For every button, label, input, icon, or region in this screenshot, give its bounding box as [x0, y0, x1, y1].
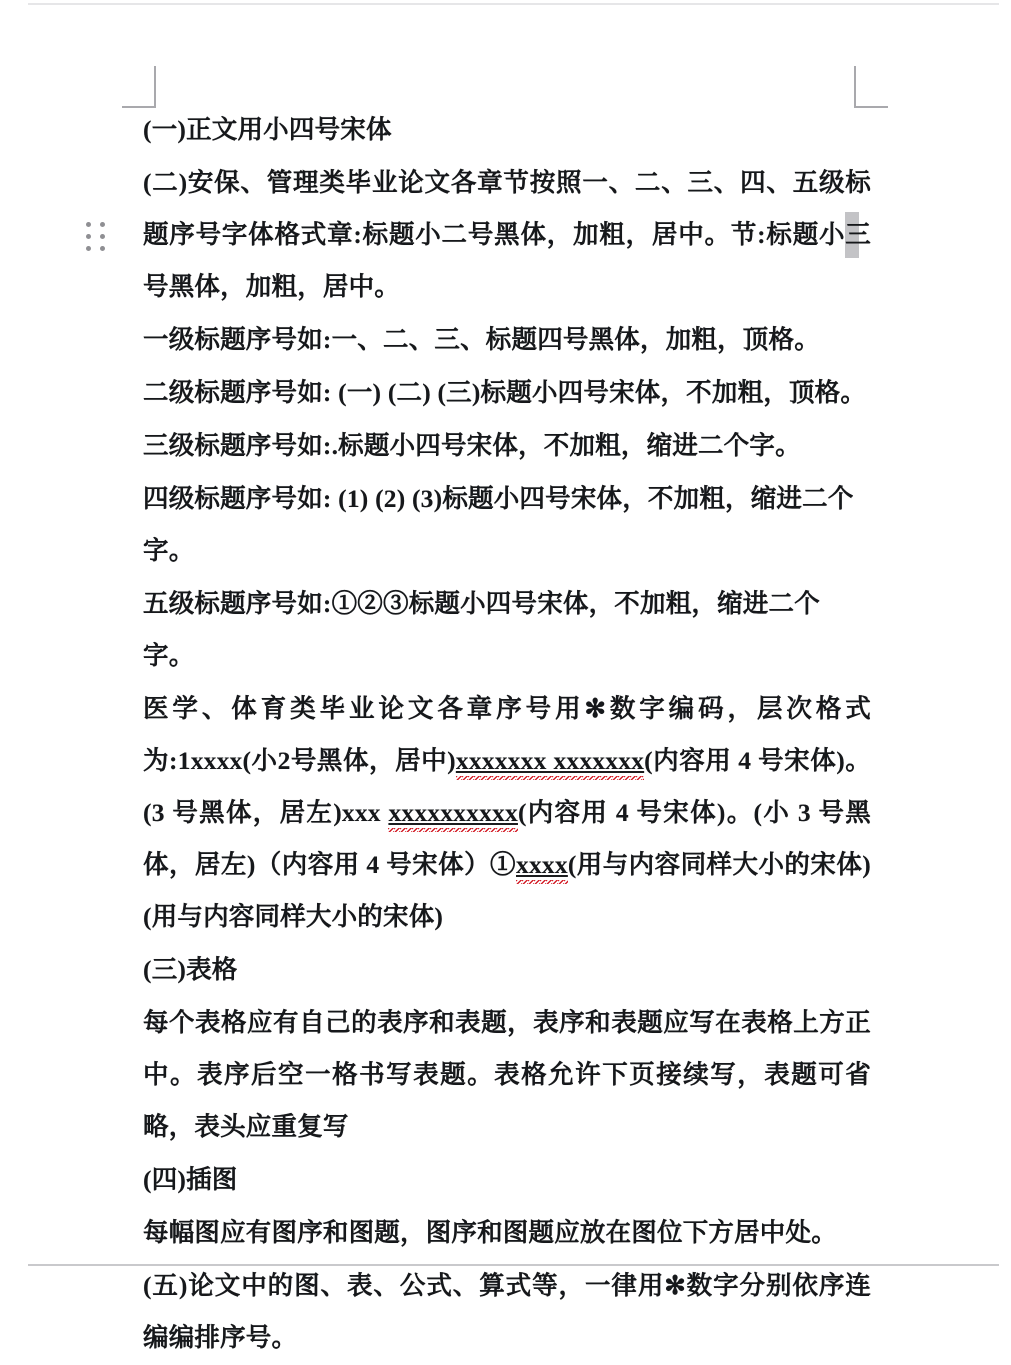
paragraph-section-figure-title: (四)插图 — [143, 1165, 238, 1194]
paragraph-level-5-heading: 五级标题序号如:①②③标题小四号宋体，不加粗，缩进二个字。 — [143, 589, 820, 670]
paragraph-body-font: (一)正文用小四号宋体 — [143, 115, 392, 144]
paragraph-medical-sports-numbering — [143, 683, 871, 943]
text-run: 医学、体育类毕业论文各章序号用✻数字编码，层次格式为:1xxxx(小2号黑体，居中) — [143, 694, 871, 775]
paragraph-table-rules: 每个表格应有自己的表序和表题，表序和表题应写在表格上方正中。表序后空一格书写表题。表格允许下页接续写，表题可省略，表头应重复写 — [143, 1008, 871, 1141]
page-top-rule — [28, 3, 999, 5]
paragraph-level-4-heading: 四级标题序号如: (1) (2) (3)标题小四号宋体，不加粗，缩进二个字。 — [143, 484, 854, 565]
paragraph-level-2-heading: 二级标题序号如: (一) (二) (三)标题小四号宋体，不加粗，顶格。 — [143, 378, 867, 407]
text-run: (用与内容同样大小的宋体)(用与内容同样大小的宋体) — [143, 850, 871, 931]
spellcheck-error-run: xxxxxxxxxx — [388, 798, 518, 832]
drag-dots-icon[interactable] — [86, 222, 108, 254]
spellcheck-error-run: xxxxxxx xxxxxxx — [456, 746, 644, 780]
paragraph-level-1-heading: 一级标题序号如:一、二、三、标题四号黑体，加粗，顶格。 — [143, 325, 820, 354]
page-bottom-rule — [28, 1264, 999, 1266]
spellcheck-error-run: xxxx — [516, 850, 568, 884]
margin-corner-mark-left-icon — [122, 66, 156, 108]
text-run: (内容用 4 号宋体)。(小 3 号黑体，居左)（内容用 4 号宋体）① — [143, 798, 871, 879]
text-run: (内容用 4 号宋体)。(3 号黑体，居左)xxx — [143, 746, 871, 827]
paragraph-heading-levels-intro: (二)安保、管理类毕业论文各章节按照一、二、三、四、五级标题序号字体格式章:标题小二号黑体，加粗，居中。节:标题小三号黑体，加粗，居中。 — [143, 168, 871, 301]
paragraph-section-table-title: (三)表格 — [143, 955, 238, 984]
paragraph-level-3-heading: 三级标题序号如:.标题小四号宋体，不加粗，缩进二个字。 — [143, 431, 801, 460]
paragraph-numbering-rules: (五)论文中的图、表、公式、算式等，一律用✻数字分别依序连编编排序号。 — [143, 1271, 871, 1352]
document-text-body[interactable] — [143, 104, 871, 1365]
paragraph-figure-rules: 每幅图应有图序和图题，图序和图题应放在图位下方居中处。 — [143, 1218, 837, 1247]
margin-corner-mark-right-icon — [854, 66, 888, 108]
